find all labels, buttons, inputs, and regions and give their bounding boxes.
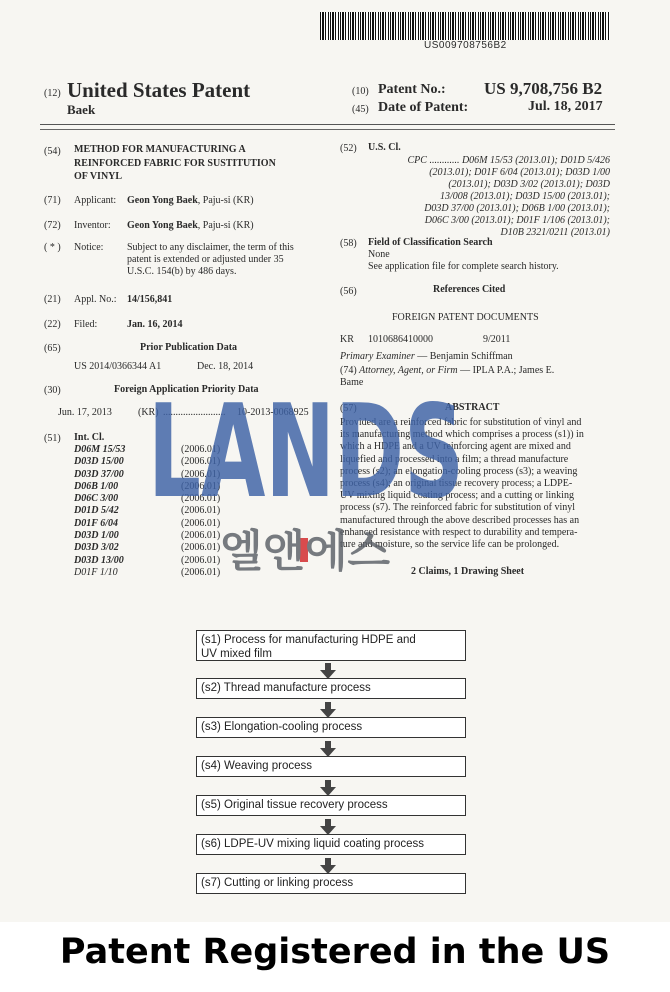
int-cl-year: (2006.01) bbox=[181, 480, 221, 492]
watermark-korean: 엘앤에스 bbox=[220, 526, 391, 577]
notice-label: Notice: bbox=[74, 242, 104, 253]
lands-watermark-logo bbox=[148, 386, 464, 582]
header-rule-thin bbox=[40, 129, 615, 130]
flow-step-s6 bbox=[196, 834, 466, 855]
notice-line: patent is extended or adjusted under 35 bbox=[127, 254, 284, 265]
int-cl-code: D03D 15/00 bbox=[74, 456, 124, 468]
cpc-line: D03D 37/00 (2013.01); D06B 1/00 (2013.01); bbox=[424, 203, 610, 214]
priority-dots: ......................... bbox=[163, 407, 226, 418]
int-cl-year: (2006.01) bbox=[181, 566, 221, 578]
cpc-line: D10B 2321/0211 (2013.01) bbox=[500, 227, 610, 238]
int-cl-code: D03D 1/00 bbox=[74, 530, 119, 542]
attorney-label: Attorney, Agent, or Firm bbox=[359, 365, 458, 376]
priority-date: Jun. 17, 2013 bbox=[58, 407, 112, 418]
int-cl-year: (2006.01) bbox=[181, 468, 221, 480]
examiner-label: Primary Examiner bbox=[340, 351, 415, 362]
int-cl-code: D01F 1/10 bbox=[74, 566, 118, 578]
down-arrow-icon bbox=[320, 819, 336, 835]
applicant-name: Geon Yong Baek bbox=[127, 195, 198, 206]
int-cl-year: (2006.01) bbox=[181, 456, 221, 468]
abstract-line: its manufacturing method which comprises a process (s1)) in bbox=[340, 429, 584, 441]
flow-step-s2 bbox=[196, 678, 466, 699]
prior-publication-date: Dec. 18, 2014 bbox=[197, 361, 254, 372]
int-cl-year: (2006.01) bbox=[181, 542, 221, 554]
code-notice: ( * ) bbox=[44, 242, 61, 253]
down-arrow-icon bbox=[320, 663, 336, 679]
footer-caption: Patent Registered in the US bbox=[0, 922, 670, 992]
code-56: (56) bbox=[340, 286, 357, 297]
attorney-name: — IPLA P.A.; James E. bbox=[460, 365, 555, 376]
code-45: (45) bbox=[352, 104, 369, 115]
notice-line: Subject to any disclaimer, the term of this bbox=[127, 242, 294, 253]
field-of-search-none: None bbox=[368, 249, 390, 260]
primary-examiner bbox=[340, 351, 513, 362]
date-of-patent-label: Date of Patent: bbox=[378, 100, 469, 115]
applicant bbox=[127, 195, 254, 206]
date-of-patent: Jul. 18, 2017 bbox=[528, 99, 603, 114]
int-cl-code: D06B 1/00 bbox=[74, 480, 119, 492]
int-cl-code: D03D 37/00 bbox=[74, 468, 124, 480]
abstract-line: Provided are a reinforced fabric for substitution of vinyl and bbox=[340, 417, 582, 428]
flow-step-label: (s1) Process for manufacturing HDPE and bbox=[201, 634, 416, 646]
barcode bbox=[320, 12, 610, 40]
down-arrow-icon bbox=[320, 858, 336, 874]
code-12: (12) bbox=[44, 88, 61, 99]
filed-label: Filed: bbox=[74, 319, 98, 330]
invention-title bbox=[74, 143, 276, 184]
int-cl-code: D01D 5/42 bbox=[74, 505, 119, 517]
flow-step-s3 bbox=[196, 717, 466, 738]
flow-step-label: (s4) Weaving process bbox=[201, 760, 312, 772]
flow-step-s5 bbox=[196, 795, 466, 816]
code-58: (58) bbox=[340, 238, 357, 249]
examiner-name: — Benjamin Schiffman bbox=[417, 351, 513, 362]
priority-data-title: Foreign Application Priority Data bbox=[114, 384, 259, 395]
notice-text bbox=[127, 242, 294, 278]
int-cl-label: Int. Cl. bbox=[74, 432, 105, 443]
inventor-surname: Baek bbox=[67, 102, 96, 117]
code-21: (21) bbox=[44, 294, 61, 305]
cpc-line: (2013.01); D03D 3/02 (2013.01); D03D bbox=[448, 179, 610, 190]
abstract-line: UV mixing liquid coating process; and a cutting or linking bbox=[340, 490, 574, 502]
patent-number: US 9,708,756 B2 bbox=[484, 79, 603, 98]
prior-publication-title: Prior Publication Data bbox=[140, 342, 238, 353]
priority-country: (KR) bbox=[138, 407, 159, 418]
abstract-line: manufactured through the above described processes has an bbox=[340, 514, 580, 526]
int-cl-year: (2006.01) bbox=[181, 554, 221, 566]
flow-step-label: (s2) Thread manufacture process bbox=[201, 682, 371, 694]
code-71: (71) bbox=[44, 195, 61, 206]
patent-no-label: Patent No.: bbox=[378, 82, 446, 97]
flow-step-s4 bbox=[196, 756, 466, 777]
reference-date: 9/2011 bbox=[483, 334, 511, 345]
abstract-title: ABSTRACT bbox=[445, 402, 500, 413]
int-cl-year: (2006.01) bbox=[181, 493, 221, 505]
code-74: (74) bbox=[340, 365, 357, 376]
int-cl-code: D06M 15/53 bbox=[74, 444, 126, 455]
cpc-line: D06C 3/00 (2013.01); D01F 1/106 (2013.01); bbox=[424, 215, 610, 226]
attorney-line2: Bame bbox=[340, 377, 364, 388]
watermark-latin: LANDS bbox=[148, 386, 464, 527]
attorney bbox=[340, 365, 554, 376]
int-cl-year: (2006.01) bbox=[181, 517, 221, 529]
int-cl-code: D03D 3/02 bbox=[74, 542, 119, 554]
int-cl-code: D01F 6/04 bbox=[74, 517, 118, 529]
field-of-search-label: Field of Classification Search bbox=[368, 237, 493, 248]
abstract-line: process (s4); an original tissue recovery process; a LDPE- bbox=[340, 478, 573, 490]
code-30: (30) bbox=[44, 385, 61, 396]
int-cl-year: (2006.01) bbox=[181, 530, 221, 542]
reference-country: KR bbox=[340, 334, 354, 345]
code-10: (10) bbox=[352, 86, 369, 97]
cpc-classification bbox=[368, 155, 610, 239]
flow-step-label: (s3) Elongation-cooling process bbox=[201, 721, 363, 733]
code-51: (51) bbox=[44, 433, 61, 444]
down-arrow-icon bbox=[320, 780, 336, 796]
down-arrow-icon bbox=[320, 741, 336, 757]
flow-step-label: UV mixed film bbox=[201, 648, 272, 660]
lands-logo-graphic bbox=[148, 386, 464, 582]
patent-type-title: United States Patent bbox=[67, 78, 251, 102]
int-cl-code: D03D 13/00 bbox=[74, 554, 124, 566]
references-cited-title: References Cited bbox=[433, 284, 506, 295]
foreign-patent-documents-title: FOREIGN PATENT DOCUMENTS bbox=[392, 312, 539, 323]
flow-step-s1 bbox=[196, 630, 466, 661]
int-cl-year: (2006.01) bbox=[181, 444, 221, 455]
abstract-line: ture and moisture, so the service life can be prolonged. bbox=[340, 539, 560, 551]
filed-date: Jan. 16, 2014 bbox=[127, 319, 183, 330]
code-72: (72) bbox=[44, 220, 61, 231]
flow-step-label: (s5) Original tissue recovery process bbox=[201, 799, 388, 811]
abstract-line: process (s7). The reinforced fabric for substitution of vinyl bbox=[340, 502, 576, 514]
reference-number: 1010686410000 bbox=[368, 334, 433, 345]
abstract-line: liquefied and processed into a film; a thread manufacture bbox=[340, 453, 569, 465]
barcode-number: US009708756B2 bbox=[424, 40, 507, 51]
code-52: (52) bbox=[340, 143, 357, 154]
code-57: (57) bbox=[340, 403, 357, 414]
cpc-line: CPC ............ D06M 15/53 (2013.01); D01D 5/426 bbox=[407, 155, 610, 166]
notice-line: U.S.C. 154(b) by 486 days. bbox=[127, 266, 237, 277]
field-of-search-note: See application file for complete search history. bbox=[368, 261, 559, 272]
inventor-name: Geon Yong Baek bbox=[127, 220, 198, 231]
int-cl-year: (2006.01) bbox=[181, 505, 221, 517]
us-cl-label: U.S. Cl. bbox=[368, 142, 401, 153]
flow-step-label: (s6) LDPE-UV mixing liquid coating process bbox=[201, 838, 425, 850]
inventor-location: , Paju-si (KR) bbox=[197, 220, 254, 231]
appl-no: 14/156,841 bbox=[127, 294, 173, 305]
title-line: OF VINYL bbox=[74, 171, 123, 182]
code-54: (54) bbox=[44, 146, 61, 157]
cpc-line: 13/008 (2013.01); D03D 15/00 (2013.01); bbox=[440, 191, 610, 202]
applicant-label: Applicant: bbox=[74, 195, 117, 206]
abstract-line: process (s2); an elongation-cooling process (s3); a weaving bbox=[340, 465, 578, 477]
priority-app-no: 10-2013-0068925 bbox=[237, 407, 309, 418]
flow-step-label: (s7) Cutting or linking process bbox=[201, 877, 354, 889]
header-rule bbox=[40, 124, 615, 125]
abstract-line: which a HDPE and a UV reinforcing agent are mixed and bbox=[340, 441, 571, 453]
claims-summary: 2 Claims, 1 Drawing Sheet bbox=[411, 566, 525, 577]
title-line: METHOD FOR MANUFACTURING A bbox=[74, 144, 246, 155]
applicant-location: , Paju-si (KR) bbox=[197, 195, 254, 206]
abstract-line: enhanced resistance with respect to durability and tempera- bbox=[340, 526, 578, 538]
inventor bbox=[127, 220, 254, 231]
cpc-line: (2013.01); D01F 6/04 (2013.01); D03D 1/00 bbox=[429, 167, 610, 178]
down-arrow-icon bbox=[320, 702, 336, 718]
prior-publication-number: US 2014/0366344 A1 bbox=[74, 361, 162, 372]
int-cl-code: D06C 3/00 bbox=[74, 493, 119, 505]
flow-step-s7 bbox=[196, 873, 466, 894]
code-22: (22) bbox=[44, 319, 61, 330]
appl-no-label: Appl. No.: bbox=[74, 294, 117, 305]
inventor-label: Inventor: bbox=[74, 220, 111, 231]
title-line: REINFORCED FABRIC FOR SUSTITUTION bbox=[74, 157, 276, 169]
code-65: (65) bbox=[44, 343, 61, 354]
